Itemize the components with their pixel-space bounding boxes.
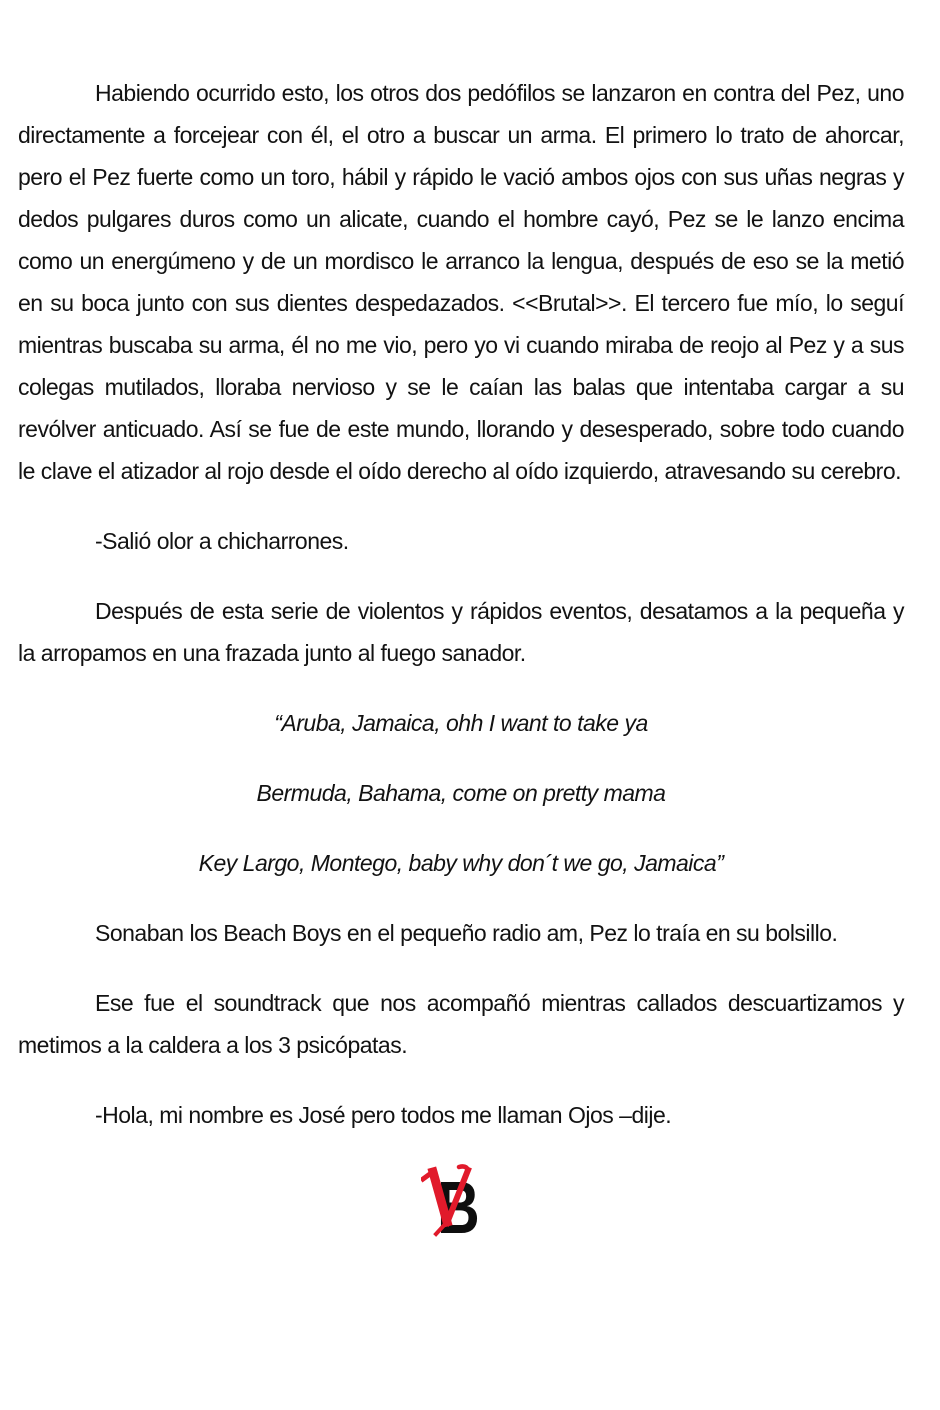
logo-b-letter: B <box>437 1166 480 1238</box>
lyric-line-aruba: “Aruba, Jamaica, ohh I want to take ya <box>274 710 648 736</box>
paragraph-salio-olor: -Salió olor a chicharrones. <box>95 528 349 554</box>
lyric-line-bermuda: Bermuda, Bahama, come on pretty mama <box>256 780 666 806</box>
paragraph-hola-jose: -Hola, mi nombre es José pero todos me llaman Ojos –dije. <box>95 1102 672 1128</box>
logo-container <box>18 1164 904 1238</box>
paragraph-sonaban: Sonaban los Beach Boys en el pequeño radio am, Pez lo traía en su bolsillo. <box>95 920 838 946</box>
paragraph-habiendo: Habiendo ocurrido esto, los otros dos pedófilos se lanzaron en contra del Pez, uno directamente a forcejear con él, el otro a buscar un arma. El primero lo trato de ahorcar, pero el Pez fuerte como un toro, hábil y rápido le vació ambos ojos con sus uñas negras y dedos pulgares duros como un alicate, cuando el hombre cayó, Pez se le lanzo encima como un energúmeno y de un mordisco le arranco la lengua, después de eso se la metió en su boca junto con sus dientes despedazados. <<Brutal>>. El tercero fue mío, lo seguí mientras buscaba su arma, él no me vio, pero yo vi cuando miraba de reojo al Pez y a sus colegas mutilados, lloraba nervioso y se le caían las balas que intentaba cargar a su revólver anticuado. Así se fue de este mundo, llorando y desesperado, sobre todo cuando le clave el atizador al rojo desde el oído derecho al oído izquierdo, atravesando su cerebro. <box>18 80 904 484</box>
vb-logo-graphic <box>421 1164 487 1238</box>
vb-logo <box>421 1164 487 1238</box>
paragraph-despues: Después de esta serie de violentos y rápidos eventos, desatamos a la pequeña y la arropamos en una frazada junto al fuego sanador. <box>18 598 904 666</box>
lyric-line-key-largo: Key Largo, Montego, baby why don´t we go, Jamaica” <box>198 850 724 876</box>
paragraph-soundtrack: Ese fue el soundtrack que nos acompañó mientras callados descuartizamos y metimos a la caldera a los 3 psicópatas. <box>18 990 904 1058</box>
